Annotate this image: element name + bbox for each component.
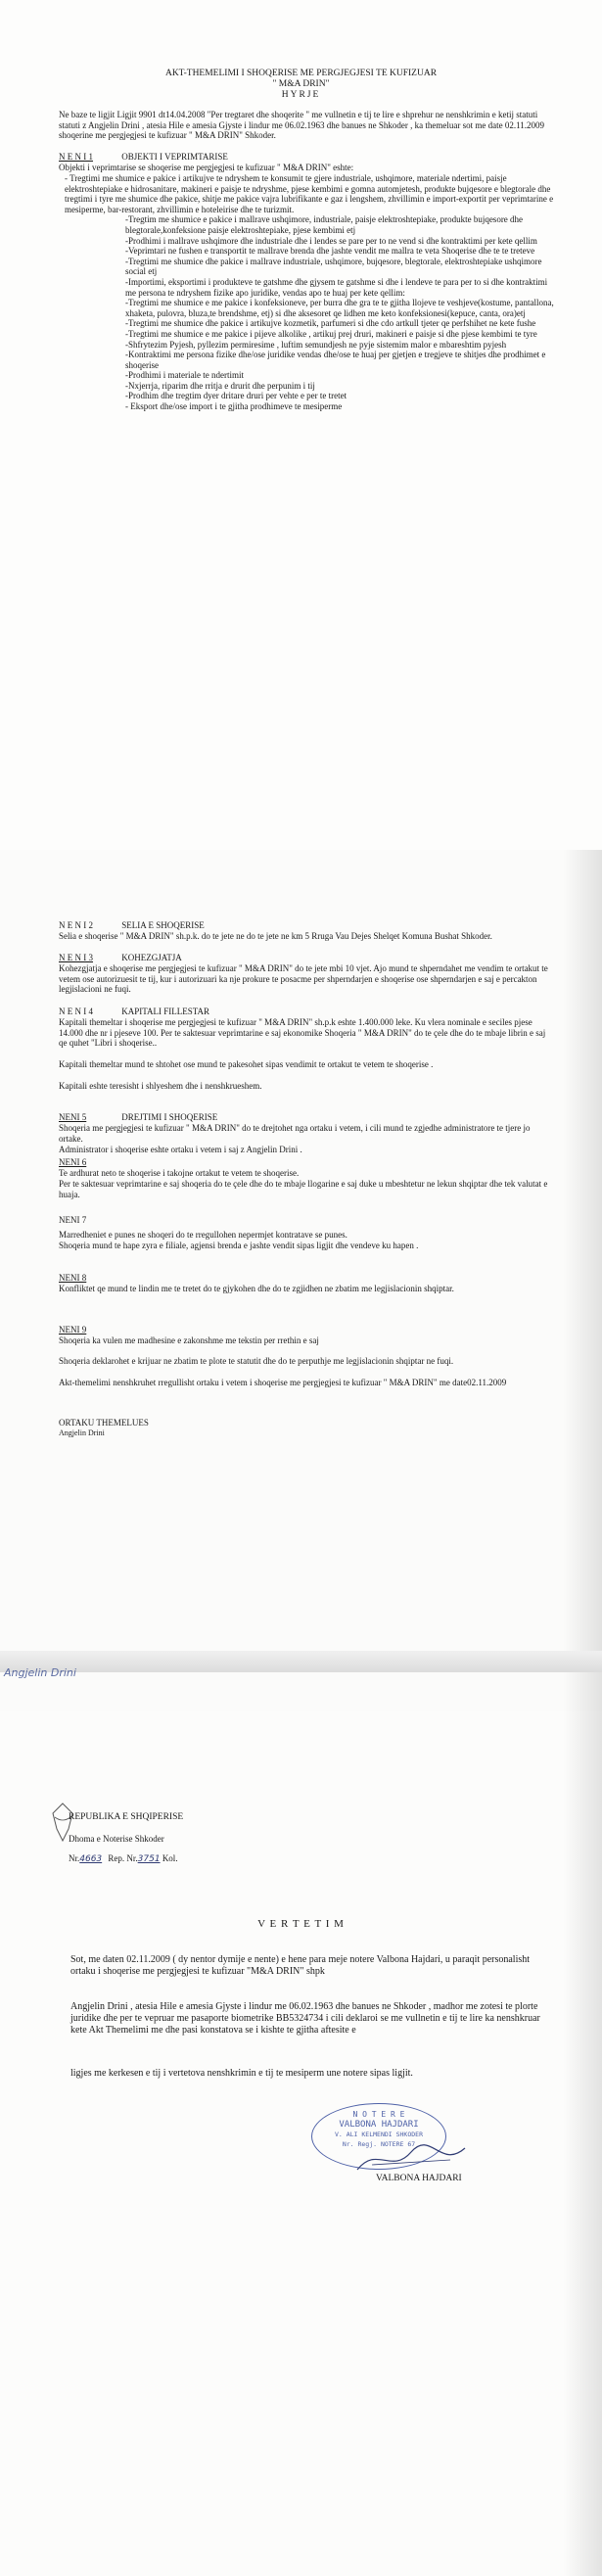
document-page-1 — [0, 0, 602, 850]
article-1-number: N E N I 1 — [59, 152, 93, 162]
document-page-2 — [0, 850, 602, 1711]
registry-numbers — [69, 1853, 362, 1865]
stamp-line-1: N O T E R E — [352, 2110, 405, 2119]
article-3-heading — [59, 953, 548, 963]
founder-signature: Angjelin Drini — [4, 1666, 76, 1679]
founder-label: ORTAKU THEMELUES — [59, 1418, 149, 1428]
article-4-heading — [59, 1007, 548, 1017]
certification-paragraph-2: Angjelin Drini , atesia Hile e amesia Gjyste i lindur me 06.02.1963 dhe banues ne Shkoder , madhor me zotesi te plorte juridike dhe per te vepruar me pasaporte biometrike BB5324734 i cili deklaroi se me vullnetin e tij te lire ka nenshkruar kete Akt Themelimi me dhe pasi konstatova se i kishte te gjitha aftesite e — [70, 2001, 540, 2036]
article-2-heading — [59, 920, 548, 931]
founder-name: Angjelin Drini — [59, 1429, 105, 1437]
page-edge-shadow — [563, 850, 602, 1711]
kol-label: Kol. — [162, 1853, 178, 1863]
stamp-line-2: VALBONA HAJDARI — [339, 2120, 419, 2130]
nr-value: 4663 — [79, 1854, 103, 1864]
activity-item: -Prodhimi i materiale te ndertimit — [125, 370, 244, 381]
article-3-number: N E N I 3 — [59, 953, 93, 962]
article-2-number: N E N I 2 — [59, 920, 93, 930]
article-9-body-3: Akt-themelimi nenshkruhet rregullisht ortaku i vetem i shoqerise me pergjegjesi te kufizuar " M&A DRIN" me date02.11.2009 — [59, 1378, 507, 1387]
document-page-3 — [0, 1711, 602, 2576]
article-9-body: Shoqeria ka vulen me madhesine e zakonshme me tekstin per rrethin e saj — [59, 1335, 319, 1345]
article-4-body-2: Kapitali themeltar mund te shtohet ose mund te pakesohet sipas vendimit te ortakut te vetem te shoqerise . — [59, 1059, 434, 1069]
article-4-body: Kapitali themeltar i shoqerise me pergjegjesi te kufizuar " M&A DRIN" sh.p.k eshte 1.400.000 leke. Ku vlera nominale e seciles pjese 14.000 dhe nr i pjeseve 100. Per te saktesuar veprimtarine e saj ekonomike Shoqeria " M&A DRIN" do te çele dhe do te mbaje librin e saj qe quhet "Libri i shoqerise.. — [59, 1017, 546, 1049]
activity-item: -Tregtimi me shumice dhe pakice i artikujve kozmetik, parfumeri si dhe cdo artkull tjeter qe perfshihet ne kete fushe — [125, 318, 536, 329]
activity-item: -Tregtimi me shumice e me pakice i konfeksioneve, per burra dhe gra te te gjitha llojeve te veshjeve(kostume, pantallona, xhaketa, pulovra, bluza,te brendshme, etj) si dhe aksesoret qe lidhen me keto konfeksionesi(kepuce, canta, ora)etj — [125, 298, 554, 318]
article-2-body: Selia e shoqerise " M&A DRIN" sh.p.k. do te jete ne do te jete ne km 5 Rruga Vau Dejes Shelqet Komuna Bushat Shkoder. — [59, 931, 492, 941]
article-6-heading: NENI 6 — [59, 1157, 87, 1167]
activity-item: -Nxjerrja, riparim dhe rritja e drurit dhe perpunim i tij — [125, 380, 315, 391]
stamp-line-3: V. ALI KELMENDI SHKODER — [334, 2131, 423, 2138]
article-9-body-2: Shoqeria deklarohet e krijuar ne zbatim te plote te statutit dhe do te perputhje me legjislacionin shqiptar ne fuqi. — [59, 1356, 454, 1366]
activity-item: -Kontraktimi me persona fizike dhe/ose juridike vendas dhe/ose te huaj per gjetjen e tregjeve te shitjes dhe prodhimet e shoqerise — [125, 350, 546, 370]
article-1-intro: Objekti i veprimtarise se shoqerise me pergjegjesi te kufizuar " M&A DRIN" eshte: — [59, 163, 354, 172]
activity-item: -Prodhim dhe tregtim dyer dritare druri per vehte e per te tretet — [125, 391, 347, 401]
document-title: AKT-THEMELIMI I SHOQERISE ME PERGJEGJESI TE KUFIZUAR — [164, 69, 438, 78]
article-6-body: Te ardhurat neto te shoqerise i takojne ortakut te vetem te shoqerise. — [59, 1168, 300, 1178]
article-7-body: Marredheniet e punes ne shoqeri do te rregullohen nepermjet kontratave se punes. — [59, 1230, 347, 1240]
page-edge-shadow — [563, 1711, 602, 2576]
article-4-number: N E N I 4 — [59, 1007, 93, 1016]
activity-item: -Veprimtari ne fushen e transportit te mallrave brenda dhe jashte vendit me mallra te veta Shoqerise dhe te te treteve — [125, 246, 535, 257]
article-1-title: OBJEKTI I VEPRIMTARISE — [121, 152, 228, 162]
company-name-title: " M&A DRIN" — [272, 79, 330, 89]
article-2-title: SELIA E SHOQERISE — [121, 920, 205, 930]
certification-paragraph-3: ligjes me kerkesen e tij i vertetova nenshkrimin e tij te mesiperm une notere sipas ligjit. — [70, 2068, 413, 2079]
article-1-heading — [59, 152, 553, 163]
notary-office: Dhoma e Noterise Shkoder — [69, 1834, 164, 1844]
rep-label: Rep. Nr. — [108, 1853, 138, 1863]
preamble-heading: HYRJE — [281, 90, 321, 100]
article-5-title: DREJTIMI I SHOQERISE — [121, 1112, 218, 1122]
article-9-heading: NENI 9 — [59, 1325, 87, 1335]
article-3-body: Kohezgjatja e shoqerise me pergjegjesi te kufizuar " M&A DRIN" do te jete mbi 10 vjet. Ajo mund te shperndahet me vendim te ortakut te vetem ose autorizuesit te tij, kur i autorizuari ka nje prokure te posacme per shperndarjen e shoqerise ose shperndarjen e saj e percakton legjislacioni ne fuqi. — [59, 963, 548, 995]
article-5-number: NENI 5 — [59, 1112, 87, 1122]
stamp-line-4: Nr. Regj. NOTERE 67 — [342, 2140, 416, 2148]
article-6-body-2: Per te saktesuar veprimtarine e saj shoqeria do te çele dhe do te mbaje llogarine e saj duke u mbeshtetur ne lekun shqiptar dhe tek valutat e huaja. — [59, 1179, 548, 1199]
article-8-body: Konfliktet qe mund te lindin me te tretet do te gjykohen dhe do te zgjidhen ne zbatim me legjislacionin shqiptar. — [59, 1284, 454, 1293]
article-5-heading — [59, 1112, 548, 1123]
activity-item: - Eksport dhe/ose import i te gjitha prodhimeve te mesiperme — [125, 401, 343, 412]
article-3-title: KOHEZGJATJA — [121, 953, 182, 962]
certification-heading: V E R T E T I M — [257, 1918, 345, 1930]
certification-paragraph-1: Sot, me daten 02.11.2009 ( dy nentor dymije e nente) e hene para meje notere Valbona Hajdari, u paraqit personalisht ortaku i shoqerise me pergjegjesi te kufizuar "M&A DRIN" shpk — [70, 1954, 531, 1977]
preamble-text: Ne baze te ligjit Ligjit 9901 dt14.04.2008 "Per tregtaret dhe shoqerite " me vullnetin e tij te lire e shprehur ne nenshkrimin e ketij statuti statuti z Angjelin Drini , atesia Hile e amesia Gjyste i lindur me 06.02.1963 dhe banues ne Shkoder , ka themeluar sot me date 02.11.2009 shoqerine me pergjegjesi te kufizuar " M&A DRIN" Shkoder. — [59, 110, 545, 141]
activity-item: -Prodhimi i mallrave ushqimore dhe industriale dhe i lendes se pare per to ne vend si dhe kontraktimi per kete qellim — [125, 235, 537, 246]
activity-list — [65, 173, 554, 412]
activity-item: -Shfrytezim Pyjesh, pyllezim permiresime , luftim semundjesh ne pyje sistemim malor e mbareshtim pyjesh — [125, 339, 507, 350]
article-4-body-3: Kapitali eshte teresisht i shlyeshem dhe i nenshkrueshem. — [59, 1081, 262, 1091]
activity-item: -Tregtimi me shumice dhe pakice i mallrave industriale, ushqimore, bujqesore, blegtorale, elektroshtepiake ushqimore social etj — [125, 256, 542, 277]
article-7-heading: NENI 7 — [59, 1215, 87, 1225]
republic-name: REPUBLIKA E SHQIPERISE — [69, 1812, 184, 1822]
rep-value: 3751 — [137, 1854, 161, 1864]
article-5-body: Shoqeria me pergjegjesi te kufizuar " M&A DRIN" do te drejtohet nga ortaku i vetem, i cili mund te zgjedhe administratore te tjere jo ortake. — [59, 1123, 531, 1144]
activity-sublist — [65, 214, 554, 411]
nr-label: Nr. — [69, 1853, 80, 1863]
notary-name: VALBONA HAJDARI — [376, 2174, 462, 2183]
article-4-title: KAPITALI FILLESTAR — [121, 1007, 210, 1016]
activity-item: -Tregtimi me shumice e me pakice i pijeve alkolike , artikuj prej druri, makineri e paisje si dhe pjese kembimi te tyre — [125, 328, 537, 339]
activity-item: -Tregtim me shumice e pakice i mallrave ushqimore, industriale, paisje elektroshtepiake, produkte bujqesore dhe blegtorale,konfeksione paisje elektroshtepiake, pjese kembimi etj — [125, 214, 524, 235]
article-5-body-2: Administrator i shoqerise eshte ortaku i vetem i saj z Angjelin Drini . — [59, 1145, 302, 1154]
article-7-body-2: Shoqeria mund te hape zyra e filiale, agjensi brenda e jashte vendit sipas ligjit dhe vendeve ku hapen . — [59, 1241, 419, 1250]
activity-main-item: - Tregtimi me shumice e pakice i artikujve te ndryshem te konsumit te gjere industriale, ushqimore, materiale ndertimi, paisje elektroshtepiake e hidrosanitare, makineri e paisje te ndryshme, pjese kembimi e gomna automjetesh, produkte bujqesore e blegtorale dhe tregtimi i tyre me shumice dhe pakice, shitje me pakice vajra lubrifikante e gaz i lengshem, zhvillimin e import-exportit per veprimtarine e mesiperme, bar-restorant, zhvillimin e hoteleirise dhe te turizmit. — [65, 173, 554, 214]
activity-item: -Importimi, eksportimi i produkteve te gatshme dhe gjysem te gatshme si dhe i lendeve te para per to si dhe kontraktimi me persona te ndryshem fizike apo juridike, vendas apo te huaj per kete qellim: — [125, 276, 548, 298]
article-8-heading: NENI 8 — [59, 1273, 87, 1283]
